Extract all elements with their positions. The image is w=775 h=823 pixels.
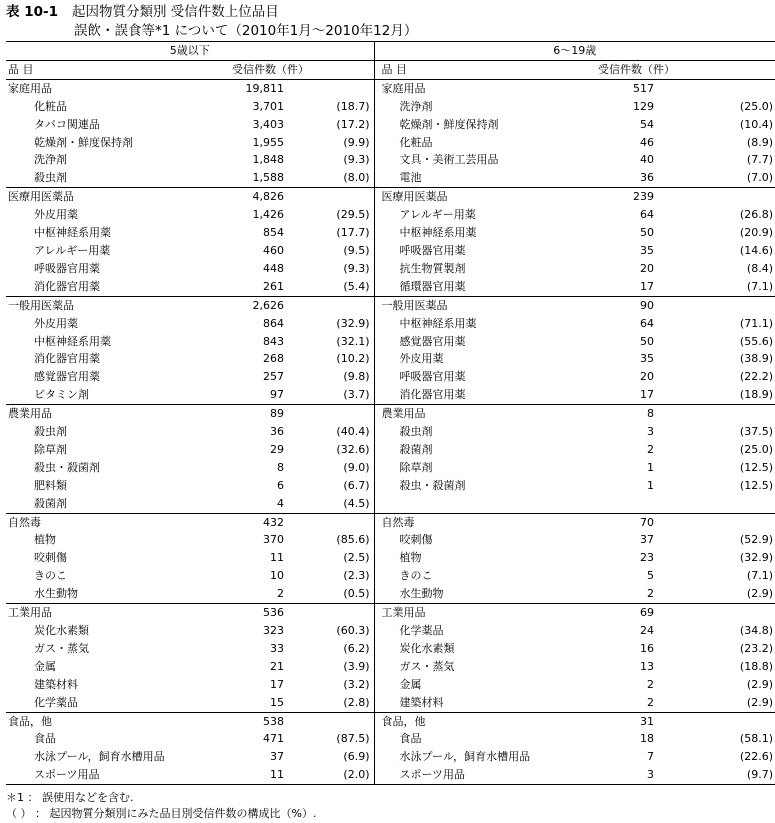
right-item-name: 乾燥剤・鮮度保持剤: [399, 117, 499, 131]
table-row: [6, 151, 775, 169]
table-row: [6, 368, 775, 386]
left-item-count: 11: [270, 551, 284, 565]
left-item-share: (8.0): [288, 169, 374, 187]
left-item-name: ガス・蒸気: [34, 641, 89, 655]
table-subtitle: 誤飲・誤食等*1 について（2010年1月～2010年12月）: [74, 23, 418, 39]
right-item-share: (32.9): [739, 551, 773, 565]
left-group-empty: [288, 188, 374, 206]
right-item-count: 2: [647, 695, 654, 709]
left-item-share: (32.9): [288, 315, 374, 333]
left-item-share: (2.3): [288, 567, 374, 585]
left-item-count: 37: [270, 750, 284, 764]
table-row: [6, 676, 775, 694]
table-title: 起因物質分類別 受信件数上位品目: [71, 4, 279, 20]
table-row: [6, 459, 775, 477]
left-item-share: (9.5): [288, 242, 374, 260]
right-item-share: (23.2): [739, 641, 773, 655]
right-item-name: 殺虫・殺菌剤: [399, 478, 466, 492]
right-item-count: [544, 495, 658, 513]
left-item-count: 36: [270, 425, 284, 439]
right-group-total: 69: [544, 604, 658, 622]
left-item-name: 化粧品: [34, 99, 67, 113]
left-group-total: 19,811: [174, 79, 288, 97]
table-row: [6, 477, 775, 495]
left-group-name: 工業用品: [6, 604, 174, 622]
table-row: [6, 730, 775, 748]
left-item-count: 1,848: [252, 153, 284, 167]
left-group-total: 89: [174, 405, 288, 423]
right-item-share: (25.0): [739, 442, 773, 456]
right-item-count: 16: [640, 641, 654, 655]
left-item-count: 460: [263, 243, 284, 257]
right-item-share: (18.9): [739, 388, 773, 402]
right-group-name: 農業用品: [374, 405, 544, 423]
left-item-name: 呼吸器官用薬: [34, 261, 100, 275]
right-item-name: 抗生物質製剤: [399, 261, 466, 275]
left-item-share: (3.2): [288, 676, 374, 694]
right-group-total: 8: [544, 405, 658, 423]
right-group-name: 工業用品: [374, 604, 544, 622]
right-item-count: 17: [640, 388, 654, 402]
left-item-name: 咬刺傷: [34, 551, 67, 565]
left-item-name: 洗浄剤: [34, 153, 67, 167]
table-row: [6, 694, 775, 712]
left-item-name: アレルギー用薬: [34, 243, 111, 257]
left-item-name: 中枢神経系用薬: [34, 334, 111, 348]
right-item-count: 13: [640, 659, 654, 673]
right-item-share: (18.8): [739, 659, 773, 673]
left-item-count: 1,588: [252, 171, 284, 185]
right-group-empty: [658, 513, 775, 531]
table-row: [6, 206, 775, 224]
right-item-share: (22.2): [739, 370, 773, 384]
left-item-count: 843: [263, 334, 284, 348]
left-group-empty: [288, 712, 374, 730]
left-item-name: 金属: [34, 659, 56, 673]
left-item-name: 炭化水素類: [34, 624, 89, 637]
left-item-share: (0.5): [288, 585, 374, 603]
footnote-2: （ ） ： 起因物質分類別にみた品目別受信件数の構成比（%）.: [6, 807, 317, 820]
left-item-count: 2: [277, 587, 284, 601]
right-item-count: 129: [633, 99, 654, 113]
left-group-empty: [288, 296, 374, 314]
left-item-count: 448: [263, 261, 284, 275]
right-item-count: 40: [640, 153, 654, 167]
left-item-share: (6.9): [288, 748, 374, 766]
left-item-count: 323: [263, 624, 284, 637]
right-item-count: 1: [647, 478, 654, 492]
left-item-name: 植物: [34, 533, 56, 547]
table-row: [6, 224, 775, 242]
right-item-count: 50: [640, 334, 654, 348]
left-group-empty: [288, 604, 374, 622]
right-item-count: 2: [647, 442, 654, 456]
right-item-name: 水生動物: [399, 587, 444, 601]
footnotes: [6, 790, 316, 822]
left-item-share: (17.2): [288, 116, 374, 134]
left-item-count: 854: [263, 226, 284, 240]
table-row: [6, 260, 775, 278]
right-group-total: 70: [544, 513, 658, 531]
right-item-name: アレルギー用薬: [399, 208, 476, 222]
column-header-row: [6, 60, 775, 79]
left-group-total: 536: [174, 604, 288, 622]
right-item-name: ガス・蒸気: [399, 659, 455, 673]
left-item-count: 17: [270, 677, 284, 691]
left-item-count: 268: [263, 352, 284, 366]
right-item-count: 24: [640, 624, 654, 637]
right-group-total: 90: [544, 296, 658, 314]
table-row: [6, 549, 775, 567]
right-item-count: 17: [640, 279, 654, 293]
table-row: [6, 622, 775, 640]
left-item-name: 消化器官用薬: [34, 352, 100, 366]
right-item-share: (7.1): [746, 279, 773, 293]
right-item-name: 化粧品: [399, 135, 433, 149]
table-row: [6, 567, 775, 585]
group-header-row: [6, 405, 775, 423]
table-row: [6, 441, 775, 459]
right-item-name: 殺虫剤: [399, 425, 433, 439]
footnote-1: ＊1 ： 誤使用などを含む.: [6, 791, 134, 804]
right-item-share: (7.1): [746, 569, 773, 583]
right-item-share: (58.1): [739, 732, 773, 746]
left-group-total: 4,826: [174, 188, 288, 206]
right-group-empty: [658, 296, 775, 314]
left-item-name: 水生動物: [34, 587, 78, 601]
left-item-share: (18.7): [288, 98, 374, 116]
left-item-count: 3,403: [252, 117, 284, 131]
left-item-count: 11: [174, 766, 288, 784]
right-item-share: (25.0): [739, 99, 773, 113]
right-item-share: (12.5): [739, 478, 773, 492]
left-item-count: 33: [270, 641, 284, 655]
table-row: [6, 748, 775, 766]
right-item-name: 電池: [399, 171, 422, 185]
right-item-share: [658, 495, 775, 513]
left-item-share: (6.2): [288, 640, 374, 658]
left-group-total: 2,626: [174, 296, 288, 314]
left-item-name: 殺虫剤: [34, 171, 67, 185]
left-item-share: (87.5): [288, 730, 374, 748]
left-item-name: 中枢神経系用薬: [34, 226, 111, 240]
left-item-share: (2.8): [288, 694, 374, 712]
right-item-name: 中枢神経系用薬: [399, 316, 477, 330]
right-item-share: (2.9): [746, 695, 773, 709]
left-item-count: 97: [270, 388, 284, 402]
left-item-count: 370: [263, 533, 284, 547]
left-group-name: 農業用品: [6, 405, 174, 423]
right-group-total: 517: [544, 79, 658, 97]
group-header-row: [6, 513, 775, 531]
left-item-name: 化学薬品: [34, 695, 78, 709]
left-item-name: 食品: [34, 732, 56, 746]
left-item-share: (5.4): [288, 278, 374, 296]
group-header-row: [6, 296, 775, 314]
left-item-name: 感覚器官用薬: [34, 370, 100, 384]
left-item-name: 殺虫・殺菌剤: [34, 460, 100, 474]
left-item-share: (3.9): [288, 658, 374, 676]
right-item-count: 35: [640, 352, 654, 366]
left-item-share: (17.7): [288, 224, 374, 242]
left-age-header: 5歳以下: [6, 42, 374, 61]
left-item-share: (9.8): [288, 368, 374, 386]
table-row: [6, 495, 775, 513]
right-group-empty: [658, 79, 775, 97]
left-group-empty: [288, 79, 374, 97]
table-row: [6, 766, 775, 784]
right-item-name: 循環器官用薬: [399, 279, 466, 293]
right-item-name: 外皮用薬: [399, 352, 444, 366]
right-item-share: (8.4): [746, 261, 773, 275]
right-item-count: 3: [544, 766, 658, 784]
left-item-share: (9.3): [288, 151, 374, 169]
left-item-header: 品 目: [6, 60, 174, 79]
left-item-count: 864: [263, 316, 284, 330]
right-item-share: (2.9): [746, 677, 773, 691]
right-item-count: 46: [640, 135, 654, 149]
left-item-count: 1,955: [252, 135, 284, 149]
left-item-share: (9.0): [288, 459, 374, 477]
table-row: [6, 531, 775, 549]
left-item-count: 6: [277, 478, 284, 492]
right-item-name: 建築材料: [399, 695, 444, 709]
left-item-count: 4: [277, 496, 284, 510]
right-item-name: 殺菌剤: [399, 442, 433, 456]
right-item-name: 除草剤: [399, 460, 433, 474]
table-row: [6, 98, 775, 116]
group-header-row: [6, 79, 775, 97]
right-count-header: 受信件数（件）: [544, 60, 775, 79]
right-group-empty: [658, 188, 775, 206]
right-item-share: (14.6): [739, 243, 773, 257]
left-item-count: 21: [270, 659, 284, 673]
right-item-count: 54: [640, 117, 654, 131]
right-item-count: 64: [640, 208, 654, 222]
left-item-count: 257: [263, 370, 284, 384]
right-group-name: 食品，他: [374, 712, 544, 730]
right-item-count: 3: [647, 425, 654, 439]
right-item-count: 37: [640, 533, 654, 547]
right-item-name: 洗浄剤: [399, 99, 433, 113]
left-item-count: 471: [263, 732, 284, 746]
left-item-name: 殺菌剤: [34, 496, 67, 510]
right-item-share: (52.9): [739, 533, 773, 547]
left-item-count: 1,426: [252, 208, 284, 222]
right-item-count: 1: [647, 460, 654, 474]
left-item-share: (4.5): [288, 495, 374, 513]
left-item-share: (10.2): [288, 350, 374, 368]
right-item-name: 消化器官用薬: [399, 388, 466, 402]
left-item-share: (3.7): [288, 386, 374, 404]
page-title: [6, 3, 279, 21]
right-item-share: (2.9): [746, 587, 773, 601]
right-item-count: 5: [647, 569, 654, 583]
left-item-name: 乾燥剤・鮮度保持剤: [34, 135, 133, 149]
left-group-total: 538: [174, 712, 288, 730]
right-item-share: (38.9): [739, 352, 773, 366]
group-header-row: [6, 188, 775, 206]
right-item-count: 20: [640, 370, 654, 384]
left-count-header: 受信件数（件）: [174, 60, 374, 79]
left-group-name: 食品，他: [6, 712, 174, 730]
left-item-name: 外皮用薬: [34, 316, 78, 330]
right-item-header: 品 目: [374, 60, 544, 79]
left-group-name: 一般用医薬品: [6, 296, 174, 314]
right-item-share: (7.7): [746, 153, 773, 167]
table-row: [6, 242, 775, 260]
right-item-name: きのこ: [399, 569, 433, 583]
right-item-share: (7.0): [746, 171, 773, 185]
right-item-count: 23: [640, 551, 654, 565]
right-group-empty: [658, 712, 775, 730]
right-group-name: 家庭用品: [374, 79, 544, 97]
right-item-share: (12.5): [739, 460, 773, 474]
left-item-count: 261: [263, 279, 284, 293]
right-group-name: 自然毒: [374, 513, 544, 531]
right-item-share: (37.5): [739, 425, 773, 439]
right-item-count: 2: [647, 587, 654, 601]
left-item-name: 外皮用薬: [34, 208, 78, 222]
left-item-name: きのこ: [34, 569, 67, 583]
right-item-count: 64: [640, 316, 654, 330]
left-item-count: 3,701: [252, 99, 284, 113]
right-item-name: [374, 495, 544, 513]
left-item-count: 29: [270, 442, 284, 456]
left-group-name: 自然毒: [6, 513, 174, 531]
left-item-share: (9.3): [288, 260, 374, 278]
right-item-name: 化学薬品: [399, 624, 444, 637]
right-group-empty: [658, 405, 775, 423]
right-item-share: (55.6): [739, 334, 773, 348]
left-group-name: 家庭用品: [6, 79, 174, 97]
left-group-total: 432: [174, 513, 288, 531]
left-item-name: 消化器官用薬: [34, 279, 100, 293]
right-item-count: 36: [640, 171, 654, 185]
age-header-row: [6, 42, 775, 61]
left-item-share: (40.4): [288, 423, 374, 441]
table-row: [6, 278, 775, 296]
right-item-name: スポーツ用品: [374, 766, 544, 784]
table-row: [6, 658, 775, 676]
right-item-name: 咬刺傷: [399, 533, 433, 547]
right-item-share: (22.6): [739, 750, 773, 764]
right-item-name: 文具・美術工芸用品: [399, 153, 499, 167]
right-item-count: 7: [647, 750, 654, 764]
left-item-count: 10: [270, 569, 284, 583]
table-label: 表 10-1: [6, 4, 58, 20]
right-item-share: (20.9): [739, 226, 773, 240]
right-item-name: 呼吸器官用薬: [399, 370, 466, 384]
left-group-name: 医療用医薬品: [6, 188, 174, 206]
left-item-name: タバコ関連品: [34, 117, 100, 131]
left-item-share: (32.1): [288, 333, 374, 351]
table-row: [6, 386, 775, 404]
left-item-share: (2.5): [288, 549, 374, 567]
table-row: [6, 315, 775, 333]
right-item-name: 炭化水素類: [399, 641, 455, 655]
left-item-name: 殺虫剤: [34, 425, 67, 439]
right-item-count: 20: [640, 261, 654, 275]
left-item-share: (60.3): [288, 622, 374, 640]
right-item-name: 感覚器官用薬: [399, 334, 466, 348]
right-item-name: 食品: [399, 732, 422, 746]
right-item-count: 2: [647, 677, 654, 691]
left-item-share: (2.0): [288, 766, 374, 784]
left-item-name: スポーツ用品: [6, 766, 174, 784]
table-body: [6, 42, 775, 785]
right-item-count: 35: [640, 243, 654, 257]
left-item-share: (6.7): [288, 477, 374, 495]
right-item-name: 呼吸器官用薬: [399, 243, 466, 257]
table-row: [6, 350, 775, 368]
right-item-share: (9.7): [658, 766, 775, 784]
left-item-count: 15: [270, 695, 284, 709]
right-item-share: (26.8): [739, 208, 773, 222]
right-item-name: 水泳プール，飼育水槽用品: [399, 750, 531, 764]
table-row: [6, 585, 775, 603]
table-row: [6, 169, 775, 187]
left-item-share: (32.6): [288, 441, 374, 459]
left-item-share: (85.6): [288, 531, 374, 549]
left-item-name: 建築材料: [34, 677, 78, 691]
right-item-name: 中枢神経系用薬: [399, 226, 477, 240]
right-item-share: (10.4): [739, 117, 773, 131]
right-item-count: 50: [640, 226, 654, 240]
left-item-count: 8: [277, 460, 284, 474]
data-table: [6, 41, 775, 785]
right-group-total: 239: [544, 188, 658, 206]
table-row: [6, 423, 775, 441]
right-age-header: 6～19歳: [374, 42, 775, 61]
right-group-empty: [658, 604, 775, 622]
left-item-name: 水泳プール，飼育水槽用品: [34, 750, 165, 764]
right-item-share: (8.9): [746, 135, 773, 149]
left-group-empty: [288, 513, 374, 531]
right-item-count: 18: [640, 732, 654, 746]
left-item-share: (9.9): [288, 134, 374, 152]
left-item-name: 肥料類: [34, 478, 67, 492]
right-item-name: 金属: [399, 677, 422, 691]
right-group-name: 一般用医薬品: [374, 296, 544, 314]
table-row: [6, 333, 775, 351]
group-header-row: [6, 712, 775, 730]
right-item-share: (34.8): [739, 624, 773, 637]
left-group-empty: [288, 405, 374, 423]
right-item-name: 植物: [399, 551, 422, 565]
right-group-name: 医療用医薬品: [374, 188, 544, 206]
table-row: [6, 640, 775, 658]
table-row: [6, 134, 775, 152]
left-item-share: (29.5): [288, 206, 374, 224]
left-item-name: ビタミン剤: [34, 388, 89, 402]
left-item-name: 除草剤: [34, 442, 67, 456]
right-group-total: 31: [544, 712, 658, 730]
table-row: [6, 116, 775, 134]
group-header-row: [6, 604, 775, 622]
right-item-share: (71.1): [739, 316, 773, 330]
